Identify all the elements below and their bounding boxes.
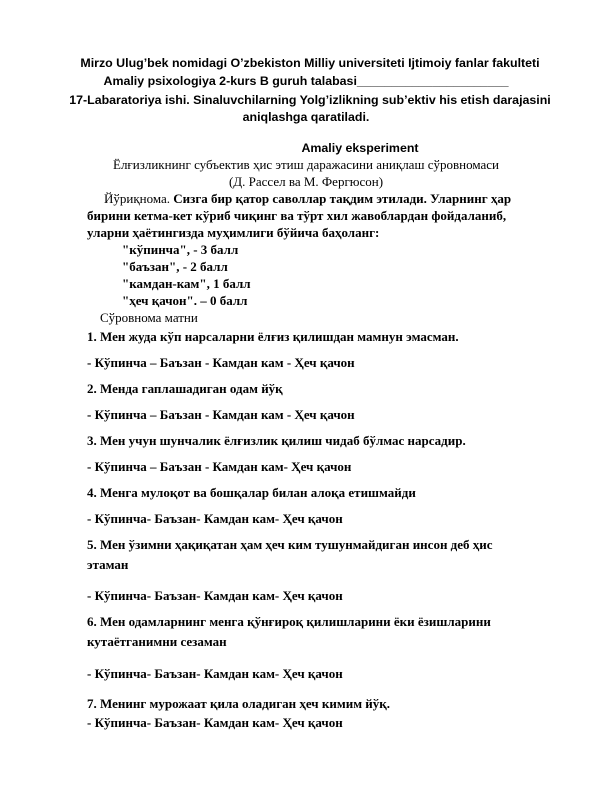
student-line: Amaliy psixologiya 2-kurs B guruh talabasi______________________ [103,74,509,88]
question-5-line2: этаман [87,557,129,572]
question-1: 1. Мен жуда кўп нарсаларни ёлғиз қилишдан мамнун эмасман. [87,329,459,344]
question-3: 3. Мен учун шунчалик ёлғизлик қилиш чидаб бўлмас нарсадир. [87,433,466,448]
question-7: 7. Менинг мурожаат қила оладиган ҳеч кимим йўқ. [87,696,391,711]
scale-item: "баъзан", - 2 балл [122,259,228,274]
scale-item: "камдан-кам", 1 балл [122,276,251,291]
answer-options-1: - Кўпинча – Баъзан - Камдан кам - Ҳеч қачон [87,355,355,370]
instruction-line1 [104,191,511,207]
instruction-line2: бирини кетма-кет кўриб чиқинг ва тўрт хил жавоблардан фойдаланиб, [87,208,507,223]
scale-item: "ҳеч қачон". – 0 балл [122,293,248,308]
answer-options-6: - Кўпинча- Баъзан- Камдан кам- Ҳеч қачон [87,666,343,681]
lab-title-line2: aniqlashga qaratiladi. [242,110,370,124]
scale-item: "кўпинча", - 3 балл [122,242,239,257]
experiment-title: Amaliy eksperiment [301,141,419,155]
answer-options-3: - Кўпинча – Баъзан - Камдан кам- Ҳеч қачон [87,459,352,474]
instruction-line3: уларни ҳаётингизда муҳимлиги бўйича баҳоланг: [87,225,380,240]
instruction-label: Йўриқнома. [104,191,171,206]
university-line: Mirzo Ulug’bek nomidagi O’zbekiston Milliy universiteti Ijtimoiy fanlar fakulteti [80,56,540,70]
lab-title-line1: 17-Labaratoriya ishi. Sinaluvchilarning Yolg’izlikning sub’ektiv his etish darajasini [69,93,551,107]
answer-options-5: - Кўпинча- Баъзан- Камдан кам- Ҳеч қачон [87,588,343,603]
answer-options-2: - Кўпинча – Баъзан - Камдан кам - Ҳеч қачон [87,407,355,422]
questionnaire-label: Сўровнома матни [100,310,198,325]
answer-options-7: - Кўпинча- Баъзан- Камдан кам- Ҳеч қачон [87,715,343,730]
answer-options-4: - Кўпинча- Баъзан- Камдан кам- Ҳеч қачон [87,511,343,526]
question-2: 2. Менда гаплашадиган одам йўқ [87,381,283,396]
instruction-text: Сизга бир қатор саволлар тақдим этилади. Уларнинг ҳар [173,191,512,206]
question-6-line2: кутаётганимни сезаман [87,634,227,649]
question-5-line1: 5. Мен ўзимни ҳақиқатан ҳам ҳеч ким тушунмайдиган инсон деб ҳис [87,537,493,552]
question-6-line1: 6. Мен одамларнинг менга қўнғироқ қилишларини ёки ёзишларини [87,614,491,629]
authors: (Д. Рассел ва М. Фергюсон) [228,174,384,189]
question-4: 4. Менга мулоқот ва бошқалар билан алоқа етишмайди [87,485,416,500]
questionnaire-title: Ёлғизликнинг субъектив ҳис этиш даражасини аниқлаш сўровномаси [113,157,499,172]
